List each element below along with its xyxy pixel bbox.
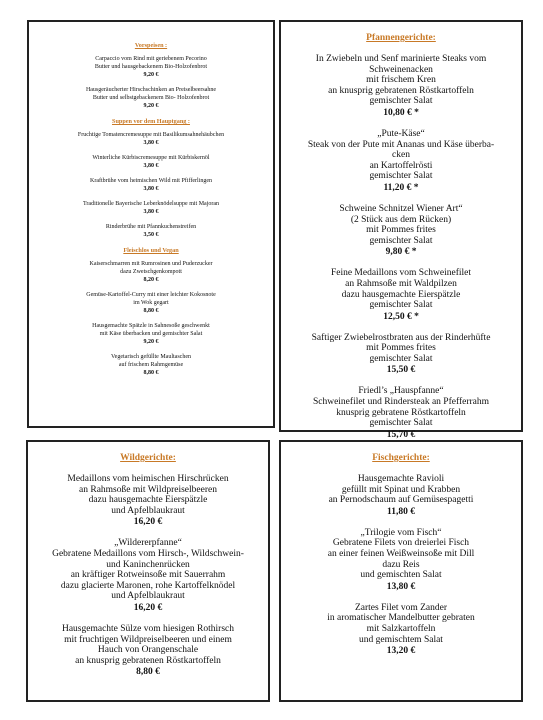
menu-items-suppen [29,131,273,239]
menu-item-description-line: Zartes Filet vom Zander [354,602,448,613]
menu-item [29,223,273,239]
menu-item [29,86,273,110]
menu-item-description-line: Gemüse-Kartoffel-Curry mit einer leichter Kokosnote [86,292,216,298]
menu-item-description-line: und Kaninchenrücken [106,559,190,570]
menu-item-description-line: dazu hausgemachte Eierspätzle [88,495,208,506]
menu-item-description-line: an Pernodschaum auf Gemüsespagetti [328,495,474,506]
menu-item-price: 9,20 € [143,339,159,345]
menu-item-description-line: Kaiserschmarren mit Rumrosinen und Puderzucker [89,261,213,267]
panel-fischgerichte [279,440,523,702]
menu-item [29,177,273,193]
menu-item-description-line: und Apfelblaukraut [111,591,185,602]
menu-item [281,204,521,258]
menu-item-description-line: an Kartoffelrösti [369,160,433,171]
menu-item-price: 9,80 € * [385,247,417,258]
menu-item-description-line: gemischter Salat [369,418,433,429]
menu-item-description-line: im Wok gegart [133,300,169,306]
menu-item-description-line: Hausgemachte Sülze vom hiesigen Rothirsch [61,623,235,634]
menu-item [281,603,521,657]
menu-items-wildgerichte [28,474,268,678]
menu-item-price: 11,20 € * [383,182,419,193]
menu-item-description-line: mit fruchtigen Wildpreiselbeeren und einem [64,634,232,645]
menu-item-price: 10,80 € * [383,107,419,118]
menu-item-description-line: an knusprig gebratenen Röstkartoffeln [75,655,221,666]
menu-item-description-line: Saftiger Zwiebelrostbraten aus der Rinderhüfte [311,332,491,343]
menu-item-description-line: mit Salzkartoffeln [366,623,436,634]
menu-item [28,624,268,678]
menu-item [281,129,521,194]
menu-item-description-line: cken [392,150,410,161]
menu-item [29,55,273,79]
menu-item-price: 8,80 € [136,667,160,678]
menu-item-description-line: gemischter Salat [369,96,433,107]
menu-item-description-line: an knusprig gebratenen Röstkartoffeln [328,85,474,96]
menu-item-description-line: Carpaccio vom Rind mit geriebenem Pecorino [95,56,207,62]
menu-item-description-line: (2 Stück aus dem Rücken) [350,214,452,225]
menu-item [29,260,273,284]
menu-item-description-line: knusprig gebratene Röstkartoffeln [336,407,466,418]
panel-pfannengerichte [279,20,523,440]
panel-wildgerichte [26,440,270,702]
menu-item-description-line: Feine Medaillons vom Schweinefilet [330,268,472,279]
menu-item-description-line: dazu hausgemachte Eierspätzle [341,289,461,300]
menu-item-description-line: „Wildererpfanne“ [114,538,182,549]
section-title-fischgerichte: Fischgerichte: [372,453,430,463]
menu-item-description-line: Gebratene Filets von dreierlei Fisch [332,538,470,549]
section-suppen [29,118,273,239]
menu-item-price: 15,50 € [386,365,416,376]
menu-item-price: 8,20 € [143,277,159,283]
panel-starters-soups-vegetarian [27,20,275,428]
menu-item [281,474,521,518]
menu-item-price: 13,20 € [386,646,416,657]
menu-item [29,200,273,216]
menu-item-price: 15,70 € [386,429,416,440]
menu-item-description-line: Steak von der Pute mit Ananas und Käse überba- [307,139,495,150]
section-title-fleischlos: Fleischlos und Vegan [123,247,179,254]
menu-items-fischgerichte [281,474,521,657]
menu-item-description-line: Hauch von Orangenschale [97,645,199,656]
menu-item-description-line: mit frischem Kren [366,75,436,86]
menu-item [29,154,273,170]
menu-items-vorspeisen [29,55,273,110]
menu-item-description-line: Schweinenacken [369,64,433,75]
menu-item-price: 3,50 € [143,232,159,238]
menu-item-description-line: „Pute-Käse“ [377,128,425,139]
menu-item-price: 8,80 € [143,370,159,376]
menu-items-fleischlos [29,260,273,377]
menu-item-description-line: Traditionelle Bayerische Leberknödelsuppe mit Majoran [82,201,220,207]
menu-item-description-line: an Rahmsoße mit Wildpreiselbeeren [79,484,217,495]
menu-item-description-line: und gemischten Salat [360,570,442,581]
menu-item-description-line: „Trilogie vom Fisch“ [360,527,442,538]
menu-item-description-line: Hausgemachte Spätzle in Sahnesoße geschwenkt [92,323,210,329]
menu-item-description-line: in aromatischer Mandelbutter gebraten [327,613,475,624]
menu-item-description-line: Hausgeräucherter Hirschschinken an Preiselbeersahne [85,87,217,93]
menu-item-description-line: und Apfelblaukraut [111,505,185,516]
menu-item-description-line: an einer feinen Weißweinsoße mit Dill [327,548,475,559]
menu-item-price: 8,80 € [143,308,159,314]
menu-item-description-line: an kräftiger Rotweinsoße mit Sauerrahm [70,570,226,581]
menu-item [281,528,521,593]
menu-item [281,268,521,322]
menu-item-description-line: Butter und selbstgebackenem Bio- Holzofenbrot [92,95,210,101]
menu-item-description-line: In Zwiebeln und Senf marinierte Steaks vom [315,54,487,64]
menu-item [28,474,268,528]
section-title-wildgerichte: Wildgerichte: [120,453,176,463]
menu-item-description-line: mit Pommes frites [366,225,436,236]
menu-item-price: 3,80 € [143,163,159,169]
menu-item-price: 12,50 € * [383,311,419,322]
menu-item-description-line: Schweine Schnitzel Wiener Art“ [339,203,463,214]
menu-item-price: 16,20 € [133,602,163,613]
menu-item [28,538,268,614]
menu-item-description-line: Schweinefilet und Rindersteak an Pfefferrahm [312,397,490,408]
menu-item-price: 9,20 € [143,103,159,109]
menu-item-description-line: mit Pommes frites [366,343,436,354]
menu-item [281,54,521,119]
menu-item-description-line: dazu Reis [382,559,420,570]
menu-item-description-line: gemischter Salat [369,171,433,182]
menu-item [29,291,273,315]
menu-item-price: 13,80 € [386,581,416,592]
menu-item-description-line: Friedl’s „Hauspfanne“ [358,386,444,397]
menu-item-description-line: Rinderbrühe mit Pfannkuchenstreifen [105,224,197,230]
menu-item-description-line: auf frischem Rahmgemüse [118,362,184,368]
menu-item [281,386,521,440]
menu-item [29,131,273,147]
menu-items-pfannengerichte [281,54,521,441]
menu-item-description-line: dazu Zwetschgenkompott [120,269,182,275]
menu-item-description-line: an Rahmsoße mit Waldpilzen [345,278,457,289]
section-title-vorspeisen: Vorspeisen : [134,42,168,49]
menu-item-description-line: gemischter Salat [369,235,433,246]
menu-item-description-line: gemischter Salat [369,353,433,364]
menu-item [29,322,273,346]
menu-item-description-line: gemischter Salat [369,300,433,311]
menu-item-description-line: und gemischtem Salat [359,634,443,645]
section-title-pfannengerichte: Pfannengerichte: [366,33,436,43]
section-title-suppen: Suppen vor dem Hauptgang : [112,118,190,125]
menu-item [281,333,521,377]
menu-item-description-line: Winterliche Kürbiscremesuppe mit Kürbiskernöl [92,155,210,161]
menu-item-price: 9,20 € [143,72,159,78]
menu-item-description-line: dazu glacierte Maronen, rohe Kartoffelknödel [60,580,236,591]
menu-item-description-line: Hausgemachte Ravioli [357,474,445,484]
menu-item-price: 11,80 € [387,506,415,517]
menu-item-description-line: Butter und hausgebackenem Bio-Holzofenbrot [94,64,208,70]
menu-item-description-line: Fruchtige Tomatencremesuppe mit Basilikumsahnehäubchen [77,132,225,138]
section-vorspeisen [29,42,273,110]
menu-item [29,353,273,377]
menu-item-price: 3,80 € [143,186,159,192]
section-fleischlos [29,247,273,377]
menu-item-price: 16,20 € [133,517,163,528]
menu-item-price: 3,80 € [143,209,159,215]
menu-item-description-line: gefüllt mit Spinat und Krabben [341,484,461,495]
menu-item-description-line: Medaillons vom heimischen Hirschrücken [67,474,229,484]
menu-item-description-line: Vegetarisch gefüllte Maultaschen [111,354,191,360]
menu-item-price: 3,80 € [143,140,159,146]
menu-item-description-line: mit Käse überbacken und gemischter Salat [99,331,203,337]
menu-item-description-line: Gebratene Medaillons vom Hirsch-, Wildschwein- [52,548,244,559]
menu-item-description-line: Kraftbrühe vom heimischen Wild mit Pfifferlingen [89,178,212,184]
